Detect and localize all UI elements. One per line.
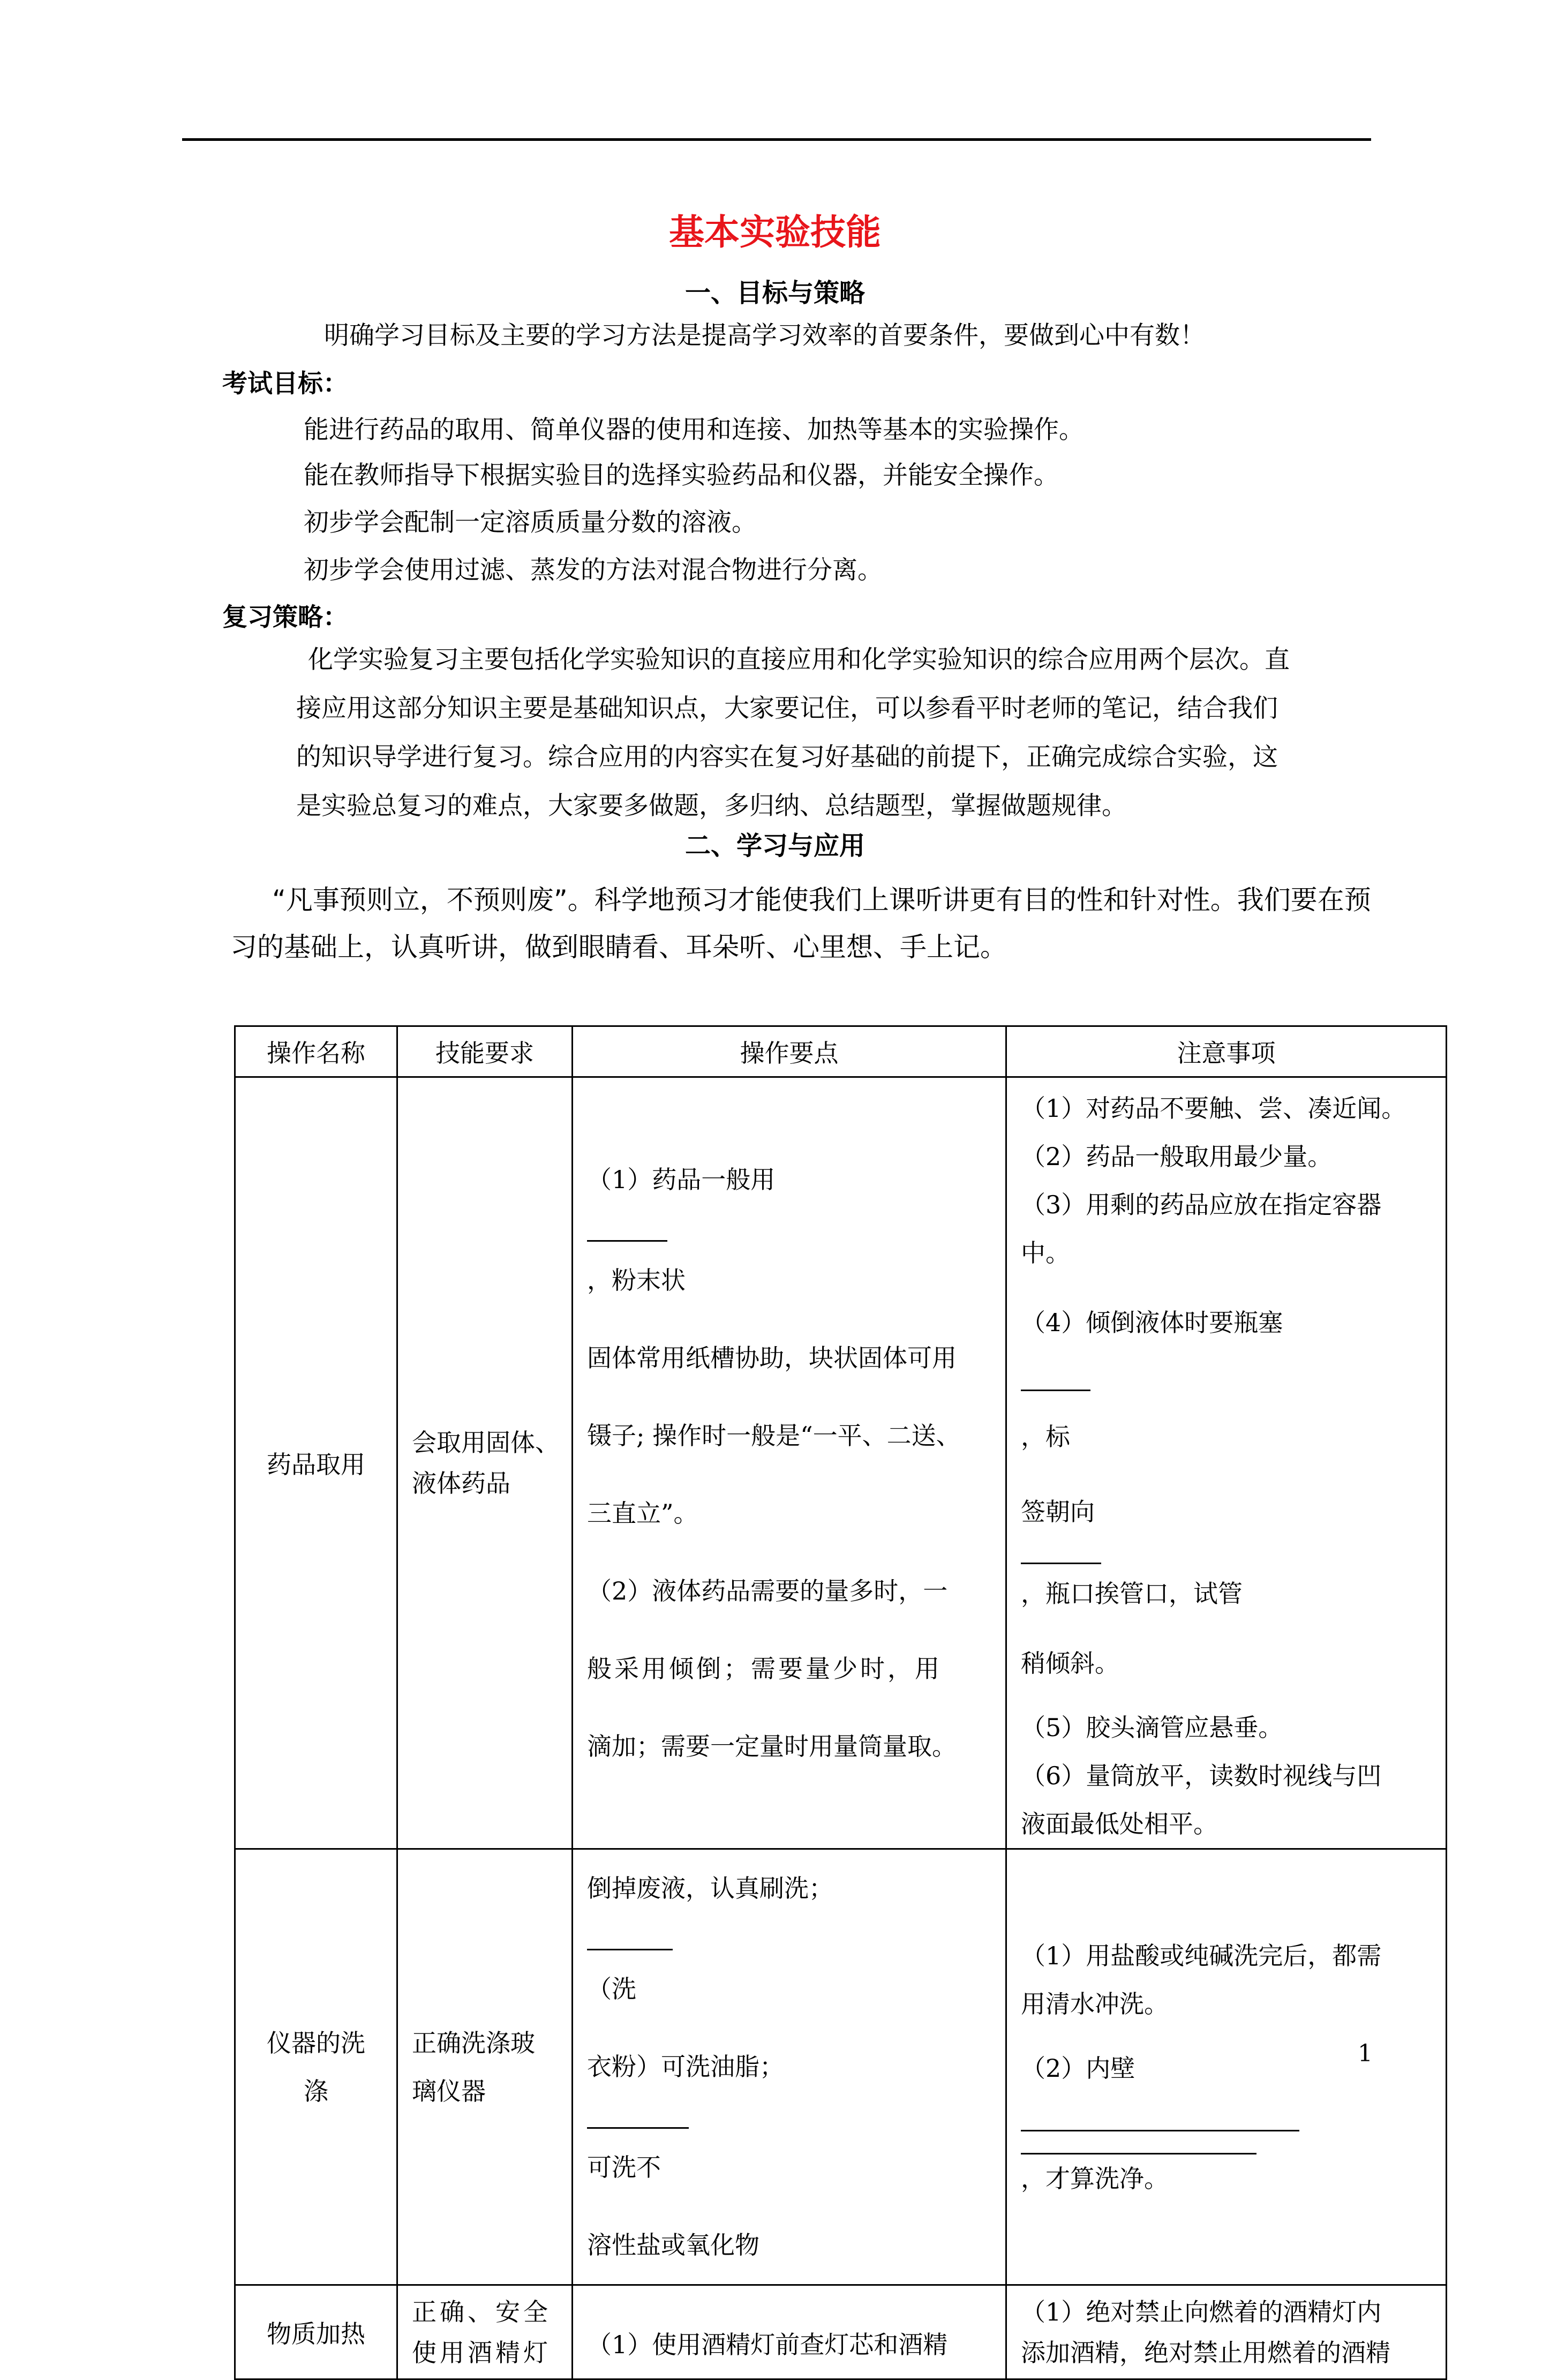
strategy-line: 是实验总复习的难点，大家要多做题，多归纳、总结题型，掌握做题规律。 [296,791,1127,821]
table-row [235,1077,1447,1849]
page-title: 基本实验技能 [669,211,881,253]
intro-line: 习的基础上，认真听讲，做到眼睛看、耳朵听、心里想、手上记。 [230,932,1007,963]
table-row [235,1849,1447,2285]
operation-name: 仪器的洗 涤 [235,1849,397,2285]
skill-requirement: 正确洗涤玻 璃仪器 [397,1849,573,2285]
operation-name: 物质加热 [235,2285,397,2379]
header-cell: 操作名称 [235,1026,397,1077]
header-rule [182,138,1371,141]
header-cell: 技能要求 [397,1026,573,1077]
page-number: 1 [1358,2040,1373,2067]
goals-label: 考试目标： [222,369,348,399]
intro-line: “凡事预则立，不预则废”。科学地预习才能使我们上课听讲更有目的性和针对性。我们要在预 [272,884,1371,915]
operation-name: 药品取用 [235,1077,397,1849]
section2-heading: 二、学习与应用 [684,831,865,861]
precautions: （1）对药品不要触、尝、凑近闻。 （2）药品一般取用最少量。 （3）用剩的药品应放在指定容器 中。 （4）倾倒液体时要瓶塞 ，标 签朝向 ，瓶口挨管口，试管 稍倾斜。 （5）胶头滴管应悬垂。 （6）量筒放平，读数时视线与凹 液面最低处相平。 [1006,1077,1447,1849]
strategy-paragraph [296,635,1367,830]
strategy-line: 化学实验复习主要包括化学实验知识的直接应用和化学实验知识的综合应用两个层次。直 [308,645,1290,674]
fill-blank [587,1219,667,1242]
goal-item: 能进行药品的取用、简单仪器的使用和连接、加热等基本的实验操作。 [304,415,1084,445]
strategy-line: 接应用这部分知识主要是基础知识点，大家要记住，可以参看平时老师的笔记，结合我们 [296,694,1278,723]
goal-item: 初步学会使用过滤、蒸发的方法对混合物进行分离。 [304,555,883,585]
goal-item: 初步学会配制一定溶质质量分数的溶液。 [304,508,757,537]
strategy-line: 的知识导学进行复习。综合应用的内容实在复习好基础的前提下，正确完成综合实验，这 [296,742,1278,772]
header-cell: 操作要点 [573,1026,1006,1077]
fill-blank [587,1927,673,1950]
fill-blank [1021,2131,1256,2154]
skills-table [234,1025,1447,2380]
precautions: （1）用盐酸或纯碱洗完后，都需 用清水冲洗。 （2）内壁 ，才算洗净。 [1006,1849,1447,2285]
header-cell: 注意事项 [1006,1026,1447,1077]
fill-blank [1021,1541,1101,1564]
section1-intro: 明确学习目标及主要的学习方法是提高学习效率的首要条件，要做到心中有数！ [324,321,1205,350]
fill-blank [1021,2108,1299,2131]
operation-points: 倒掉废液，认真刷洗； （洗 衣粉）可洗油脂； 可洗不 溶性盐或氧化物 [573,1849,1006,2285]
operation-points: （1）使用酒精灯前查灯芯和酒精 [573,2285,1006,2379]
precautions: （1）绝对禁止向燃着的酒精灯内 添加酒精，绝对禁止用燃着的酒精 [1006,2285,1447,2379]
fill-blank [587,2106,689,2129]
skill-requirement: 正确、安全 使用酒精灯 [397,2285,573,2379]
skill-requirement: 会取用固体、 液体药品 [397,1077,573,1849]
table-header-row [235,1026,1447,1077]
table-row [235,2285,1447,2379]
section1-heading: 一、目标与策略 [684,278,865,308]
section2-intro [230,876,1371,971]
goal-item: 能在教师指导下根据实验目的选择实验药品和仪器，并能安全操作。 [304,461,1059,490]
strategy-label: 复习策略： [222,603,348,632]
fill-blank [1021,1368,1090,1391]
operation-points: （1）药品一般用 ，粉末状 固体常用纸槽协助，块状固体可用 镊子; 操作时一般是“一平、二送、 三直立”。 （2）液体药品需要的量多时，一 般采用倾倒；需要量少时，用 滴加；需要一定量时用量筒量取。 [573,1077,1006,1849]
